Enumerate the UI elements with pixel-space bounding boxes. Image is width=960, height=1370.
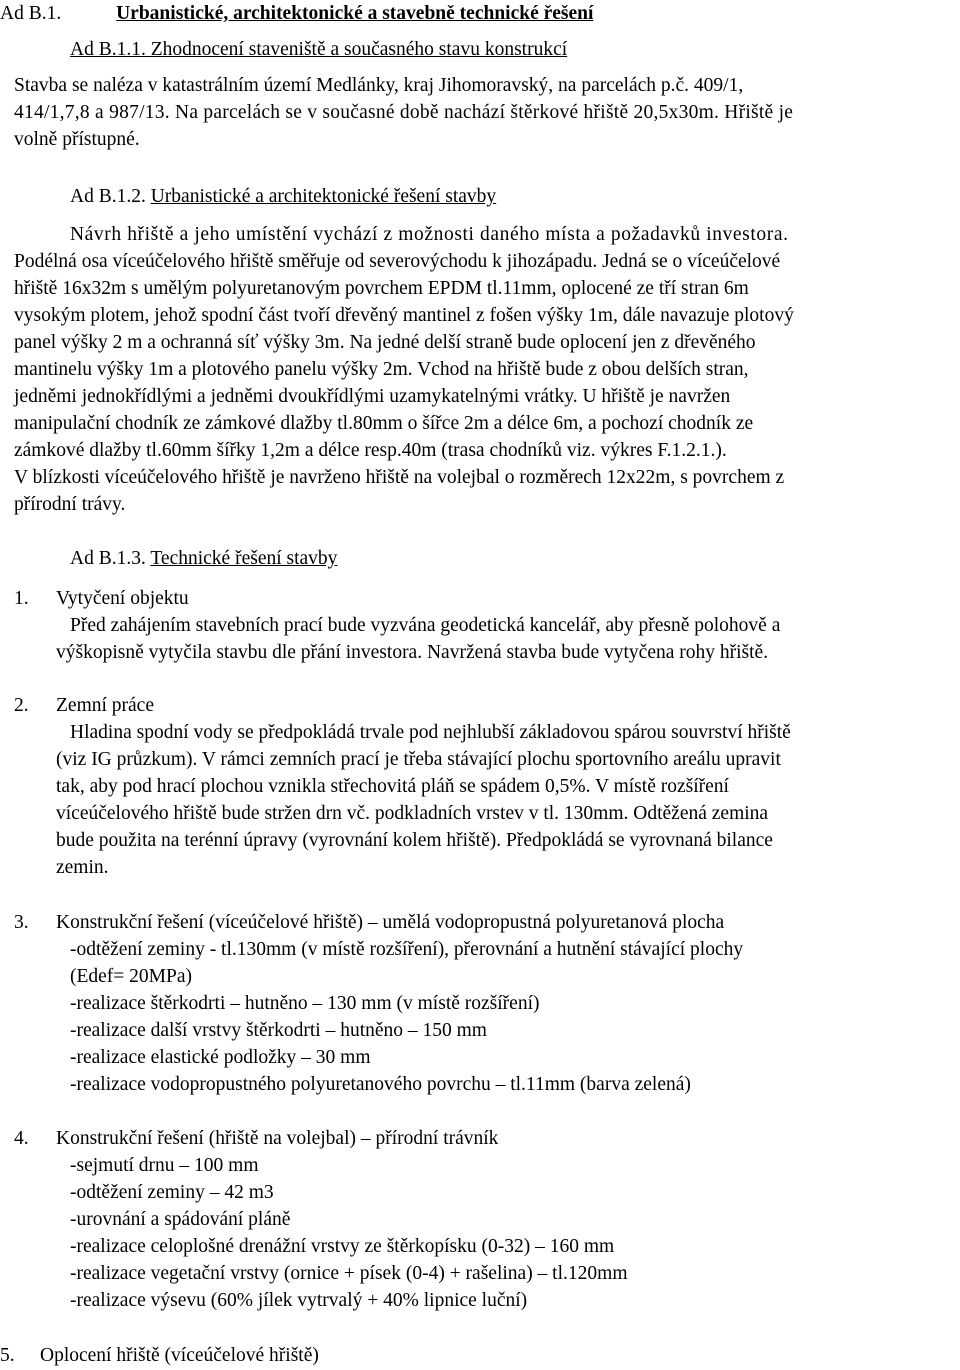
heading-b12: [70, 183, 496, 210]
b11-line-2: 414/1,7,8 a 987/13. Na parcelách se v současné době nachází štěrkové hřiště 20,5x30m. Hřiště je: [14, 102, 794, 123]
section-3-items: [70, 936, 743, 1098]
b12-line-3: hřiště 16x32m s umělým polyuretanovým povrchem EPDM tl.11mm, oplocené ze tří stran 6m: [14, 278, 749, 299]
b12-line-5: panel výšky 2 m a ochranná síť výšky 3m. Na jedné delší straně bude oplocení jen z dřevěného: [14, 332, 756, 353]
section-2-line-6: zemin.: [56, 857, 109, 878]
section-2-title: Zemní práce: [56, 695, 154, 716]
b12-line-1: Návrh hřiště a jeho umístění vychází z možnosti daného místa a požadavků investora.: [70, 224, 789, 245]
heading-b1-prefix: Ad B.1.: [0, 3, 62, 24]
heading-b12-title: Urbanistické a architektonické řešení stavby: [150, 186, 497, 207]
heading-b13: [70, 545, 337, 572]
section-3-number: 3.: [14, 912, 29, 933]
section-1-title: Vytyčení objektu: [56, 588, 189, 609]
list-item: (Edef= 20MPa): [70, 966, 193, 987]
section-1-line-2: výškopisně vytyčila stavbu dle přání investora. Navržená stavba bude vytyčena rohy hřiště.: [56, 642, 769, 663]
list-item: -realizace vodopropustného polyuretanového povrchu – tl.11mm (barva zelená): [70, 1074, 691, 1095]
section-2-line-3: tak, aby pod hrací plochou vznikla střechovitá pláň se spádem 0,5%. V místě rozšíření: [56, 776, 729, 797]
list-item: -realizace elastické podložky – 30 mm: [70, 1047, 371, 1068]
list-item: -realizace celoplošné drenážní vrstvy ze štěrkopísku (0-32) – 160 mm: [70, 1236, 615, 1257]
heading-b11: Ad B.1.1. Zhodnocení staveniště a současného stavu konstrukcí: [70, 39, 568, 60]
section-4-number: 4.: [14, 1128, 29, 1149]
section-5-title: Oplocení hřiště (víceúčelové hřiště): [40, 1345, 319, 1366]
list-item: -realizace vegetační vrstvy (ornice + písek (0-4) + rašelina) – tl.120mm: [70, 1263, 628, 1284]
section-2-line-2: (viz IG průzkum). V rámci zemních prací je třeba stávající plochu sportovního areálu upravit: [56, 749, 781, 770]
b12-line-8: manipulační chodník ze zámkové dlažby tl.80mm o šířce 2m a délce 6m, a pochozí chodník ze: [14, 413, 754, 434]
b12-line-11: přírodní trávy.: [14, 494, 126, 515]
section-1-number: 1.: [14, 588, 29, 609]
section-3-title: Konstrukční řešení (víceúčelové hřiště) – umělá vodopropustná polyuretanová plocha: [56, 912, 725, 933]
section-2-number: 2.: [14, 695, 29, 716]
list-item: -realizace štěrkodrti – hutněno – 130 mm (v místě rozšíření): [70, 993, 540, 1014]
list-item: -realizace výsevu (60% jílek vytrvalý + 40% lipnice luční): [70, 1290, 528, 1311]
list-item: -odtěžení zeminy – 42 m3: [70, 1182, 274, 1203]
b11-line-1: Stavba se naléza v katastrálním území Medlánky, kraj Jihomoravský, na parcelách p.č. 409/1,: [14, 75, 744, 96]
list-item: -odtěžení zeminy - tl.130mm (v místě rozšíření), přerovnání a hutnění stávající plochy: [70, 939, 744, 960]
section-2-line-1: Hladina spodní vody se předpokládá trvale pod nejhlubší základovou spárou souvrství hřiště: [70, 722, 791, 743]
b12-line-2: Podélná osa víceúčelového hřiště směřuje od severovýchodu k jihozápadu. Jedná se o víceúčelové: [14, 251, 781, 272]
list-item: -realizace další vrstvy štěrkodrti – hutněno – 150 mm: [70, 1020, 487, 1041]
list-item: -sejmutí drnu – 100 mm: [70, 1155, 259, 1176]
b12-line-10: V blízkosti víceúčelového hřiště je navrženo hřiště na volejbal o rozměrech 12x22m, s povrchem z: [14, 467, 785, 488]
b12-line-4: vysokým plotem, jehož spodní část tvoří dřevěný mantinel z fošen výšky 1m, dále navazuje plotový: [14, 305, 794, 326]
heading-b1-title: Urbanistické, architektonické a stavebně technické řešení: [116, 3, 594, 24]
b12-line-9: zámkové dlažby tl.60mm šířky 1,2m a délce resp.40m (trasa chodníků viz. výkres F.1.2.1.).: [14, 440, 727, 461]
heading-b13-title: Technické řešení stavby: [150, 548, 338, 569]
section-2-line-4: víceúčelového hřiště bude stržen drn vč. podkladních vrstev v tl. 130mm. Odtěžená zemina: [56, 803, 769, 824]
list-item: -urovnání a spádování pláně: [70, 1209, 291, 1230]
section-1-line-1: Před zahájením stavebních prací bude vyzvána geodetická kancelář, aby přesně polohově a: [70, 615, 781, 636]
section-2-line-5: bude použita na terénní úpravy (vyrovnání kolem hřiště). Předpokládá se vyrovnaná bilance: [56, 830, 773, 851]
b12-line-7: jedněmi jednokřídlými a jedněmi dvoukřídlými uzamykatelnými vrátky. U hřiště je navržen: [14, 386, 731, 407]
section-5-number: 5.: [0, 1345, 15, 1366]
heading-b13-prefix: Ad B.1.3.: [70, 548, 146, 569]
heading-b1: [0, 0, 593, 27]
b11-line-3: volně přístupné.: [14, 129, 140, 150]
section-4-title: Konstrukční řešení (hřiště na volejbal) – přírodní trávník: [56, 1128, 499, 1149]
b12-line-6: mantinelu výšky 1m a plotového panelu výšky 2m. Vchod na hřiště bude z obou delších stran,: [14, 359, 749, 380]
section-4-items: [70, 1152, 627, 1314]
heading-b12-prefix: Ad B.1.2.: [70, 186, 146, 207]
